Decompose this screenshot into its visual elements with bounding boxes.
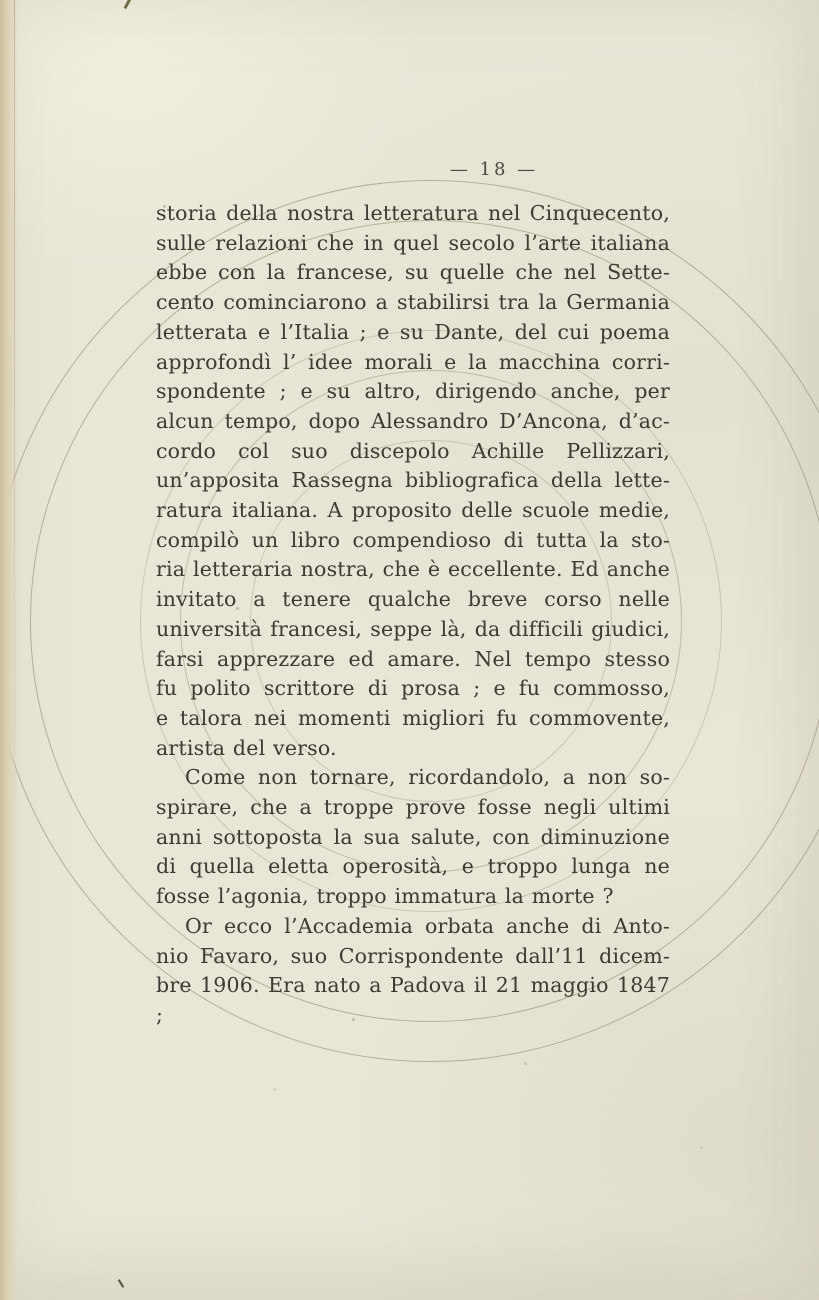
text-line: ebbe con la francese, su quelle che nel Sette-: [156, 260, 670, 285]
text-line: approfondì l’ idee morali e la macchina corri-: [156, 349, 670, 374]
text-line: farsi apprezzare ed amare. Nel tempo stesso: [156, 646, 670, 671]
text-line: e talora nei momenti migliori fu commovente,: [156, 705, 670, 730]
page-gutter-edge: [0, 0, 18, 1300]
text-line: letterata e l’Italia ; e su Dante, del cui poema: [156, 319, 670, 344]
text-line: sulle relazioni che in quel secolo l’arte italiana: [156, 230, 670, 255]
page-gutter-line: [14, 0, 15, 806]
text-line: Or ecco l’Accademia orbata anche di Anto-: [185, 913, 670, 938]
page-number: — 18 —: [449, 159, 539, 180]
text-line: anni sottoposta la sua salute, con diminuzione: [156, 824, 670, 849]
text-line: spirare, che a troppe prove fosse negli ultimi: [156, 795, 670, 820]
text-line: fosse l’agonia, troppo immatura la morte ?: [156, 884, 614, 909]
text-line: fu polito scrittore di prosa ; e fu commosso,: [156, 676, 670, 701]
text-line: cordo col suo discepolo Achille Pellizzari,: [156, 438, 670, 463]
pen-mark-top: [124, 0, 131, 9]
text-line: cento cominciarono a stabilirsi tra la Germania: [156, 290, 670, 315]
text-line: di quella eletta operosità, e troppo lunga ne: [156, 854, 670, 879]
text-line: spondente ; e su altro, dirigendo anche, per: [156, 379, 670, 404]
text-line: nio Favaro, suo Corrispondente dall’11 dicem-: [156, 943, 670, 968]
paper-speck: [700, 1146, 703, 1149]
text-line: compilò un libro compendioso di tutta la sto-: [156, 527, 670, 552]
paper-speck: [273, 1088, 276, 1091]
text-line: storia della nostra letteratura nel Cinquecento,: [156, 201, 670, 225]
pen-mark-bottom: [118, 1279, 124, 1288]
text-block: [156, 199, 670, 1031]
text-line: ria letteraria nostra, che è eccellente. Ed anche: [156, 557, 670, 582]
text-line: università francesi, seppe là, da difficili giudici,: [156, 616, 670, 641]
paper-speck: [524, 1062, 527, 1065]
text-line: alcun tempo, dopo Alessandro D’Ancona, d’ac-: [156, 408, 670, 433]
text-line: artista del verso.: [156, 735, 337, 760]
text-line: ratura italiana. A proposito delle scuole medie,: [156, 498, 670, 523]
text-line: invitato a tenere qualche breve corso nelle: [156, 587, 670, 612]
text-line: Come non tornare, ricordandolo, a non so-: [185, 765, 670, 790]
text-line: bre 1906. Era nato a Padova il 21 maggio 1847 ;: [156, 973, 670, 1027]
text-line: un’apposita Rassegna bibliografica della lette-: [156, 468, 670, 493]
